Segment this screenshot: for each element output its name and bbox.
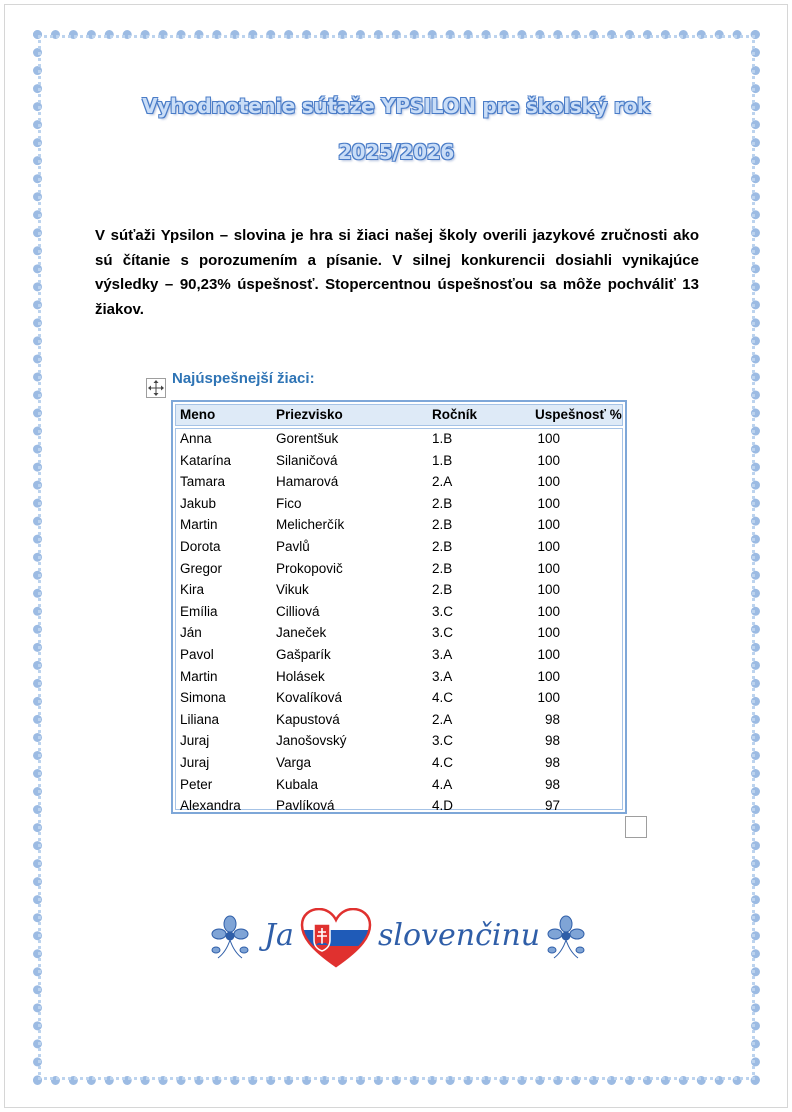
column-header-surname: Priezvisko [276, 407, 343, 422]
cell-surname: Gorentšuk [276, 431, 339, 446]
column-header-success: Uspešnosť % [535, 407, 622, 422]
cell-success: 100 [537, 647, 560, 662]
cell-grade: 2.B [432, 560, 453, 576]
cell-success: 100 [537, 431, 560, 446]
cell-success: 100 [537, 560, 560, 576]
cell-grade: 2.B [432, 539, 453, 554]
cell-surname: Vikuk [276, 582, 309, 598]
cell-grade: 1.B [432, 452, 453, 468]
cell-success: 100 [537, 668, 560, 684]
table-row [176, 538, 622, 560]
table-row [176, 452, 622, 474]
cell-name: Dorota [180, 539, 221, 554]
cell-name: Kira [180, 582, 205, 598]
cell-surname: Kubala [276, 776, 319, 792]
cell-success: 100 [537, 517, 560, 533]
table-row [176, 624, 622, 646]
cell-name: Ján [180, 625, 202, 641]
cell-success: 100 [537, 582, 560, 598]
cell-surname: Pavlů [276, 539, 310, 554]
cell-surname: Hamarová [276, 474, 339, 490]
cell-name: Anna [180, 431, 212, 446]
cell-success: 98 [544, 755, 560, 770]
cell-success: 100 [537, 452, 560, 468]
cell-grade: 4.C [432, 690, 454, 706]
cell-grade: 2.A [432, 711, 453, 727]
results-table[interactable] [171, 400, 627, 814]
table-row [176, 646, 622, 668]
logo-word-slovencinu: slovenčinu [378, 918, 541, 953]
heart-flag-icon [300, 908, 372, 968]
cell-success: 98 [544, 733, 560, 749]
table-header [175, 404, 623, 426]
cell-name: Martin [180, 668, 218, 684]
table-row [176, 689, 622, 711]
cell-success: 100 [537, 690, 560, 706]
cell-success: 100 [537, 474, 560, 490]
cell-name: Pavol [180, 647, 214, 662]
cell-success: 100 [537, 625, 560, 641]
cell-grade: 2.A [432, 474, 453, 490]
cell-name: Katarína [180, 452, 232, 468]
cell-grade: 3.A [432, 668, 453, 684]
cell-surname: Cilliová [276, 603, 320, 619]
table-body [175, 428, 623, 814]
four-arrows-move-icon[interactable] [146, 378, 166, 398]
cell-grade: 2.B [432, 495, 453, 511]
cell-success: 98 [544, 776, 560, 792]
table-row [176, 581, 622, 603]
cell-surname: Prokopovič [276, 560, 343, 576]
cell-surname: Pavlíková [276, 798, 335, 814]
cell-name: Alexandra [180, 798, 241, 814]
cell-grade: 3.C [432, 733, 454, 749]
table-row [176, 516, 622, 538]
cell-surname: Melicherčík [276, 517, 345, 533]
cell-name: Jakub [180, 495, 217, 511]
column-header-grade: Ročník [432, 407, 478, 422]
table-row [176, 430, 622, 452]
cell-name: Emília [180, 603, 218, 619]
document-title-year: 2025/2026 [338, 140, 454, 164]
folk-flower-ornament-icon [544, 910, 588, 964]
table-resize-icon[interactable] [625, 816, 647, 838]
cell-grade: 2.B [432, 582, 453, 598]
cell-grade: 4.D [432, 798, 454, 814]
cell-success: 98 [544, 711, 560, 727]
column-header-name: Meno [180, 407, 216, 422]
cell-success: 97 [544, 798, 560, 814]
cell-name: Liliana [180, 711, 220, 727]
logo-word-ja: Ja [264, 918, 294, 953]
table-row [176, 560, 622, 582]
cell-grade: 3.C [432, 603, 454, 619]
cell-surname: Holásek [276, 668, 325, 684]
cell-grade: 3.A [432, 647, 453, 662]
cell-name: Simona [180, 690, 226, 706]
cell-name: Tamara [180, 474, 226, 490]
cell-name: Juraj [180, 755, 210, 770]
cell-grade: 1.B [432, 431, 453, 446]
table-row [176, 776, 622, 798]
intro-paragraph: V súťaži Ypsilon – slovina je hra si žiaci našej školy overili jazykové zručnosti ako sú čítanie s porozumením a písanie. V silnej konkurencii dosiahli vynikajúce výsledky – 90,23% úspešnosť. Stopercentnou úspešnosťou sa môže pochváliť 13 žiakov. [95, 227, 699, 318]
cell-surname: Janošovský [276, 733, 347, 749]
table-row [176, 495, 622, 517]
table-row [176, 732, 622, 754]
folk-flower-ornament-icon [208, 910, 252, 964]
table-caption: Najúspešnejší žiaci: [172, 370, 315, 387]
cell-surname: Gašparík [276, 647, 331, 662]
cell-success: 100 [537, 603, 560, 619]
cell-name: Juraj [180, 733, 210, 749]
cell-grade: 4.C [432, 755, 454, 770]
table-row [176, 473, 622, 495]
table-row [176, 668, 622, 690]
cell-name: Gregor [180, 560, 223, 576]
table-row [176, 603, 622, 625]
ja-slovencinu-logo [208, 906, 588, 970]
cell-success: 100 [537, 539, 560, 554]
cell-surname: Janeček [276, 625, 327, 641]
cell-success: 100 [537, 495, 560, 511]
document-title: Vyhodnotenie súťaže YPSILON pre školský rok [142, 94, 650, 118]
cell-grade: 2.B [432, 517, 453, 533]
cell-surname: Fico [276, 495, 302, 511]
cell-surname: Kovalíková [276, 690, 343, 706]
table-row [176, 754, 622, 776]
cell-surname: Kapustová [276, 711, 340, 727]
cell-surname: Silaničová [276, 452, 338, 468]
cell-name: Peter [180, 776, 213, 792]
cell-name: Martin [180, 517, 218, 533]
cell-grade: 4.A [432, 776, 453, 792]
table-row [176, 711, 622, 733]
cell-surname: Varga [276, 755, 312, 770]
cell-grade: 3.C [432, 625, 454, 641]
table-row [176, 797, 622, 819]
